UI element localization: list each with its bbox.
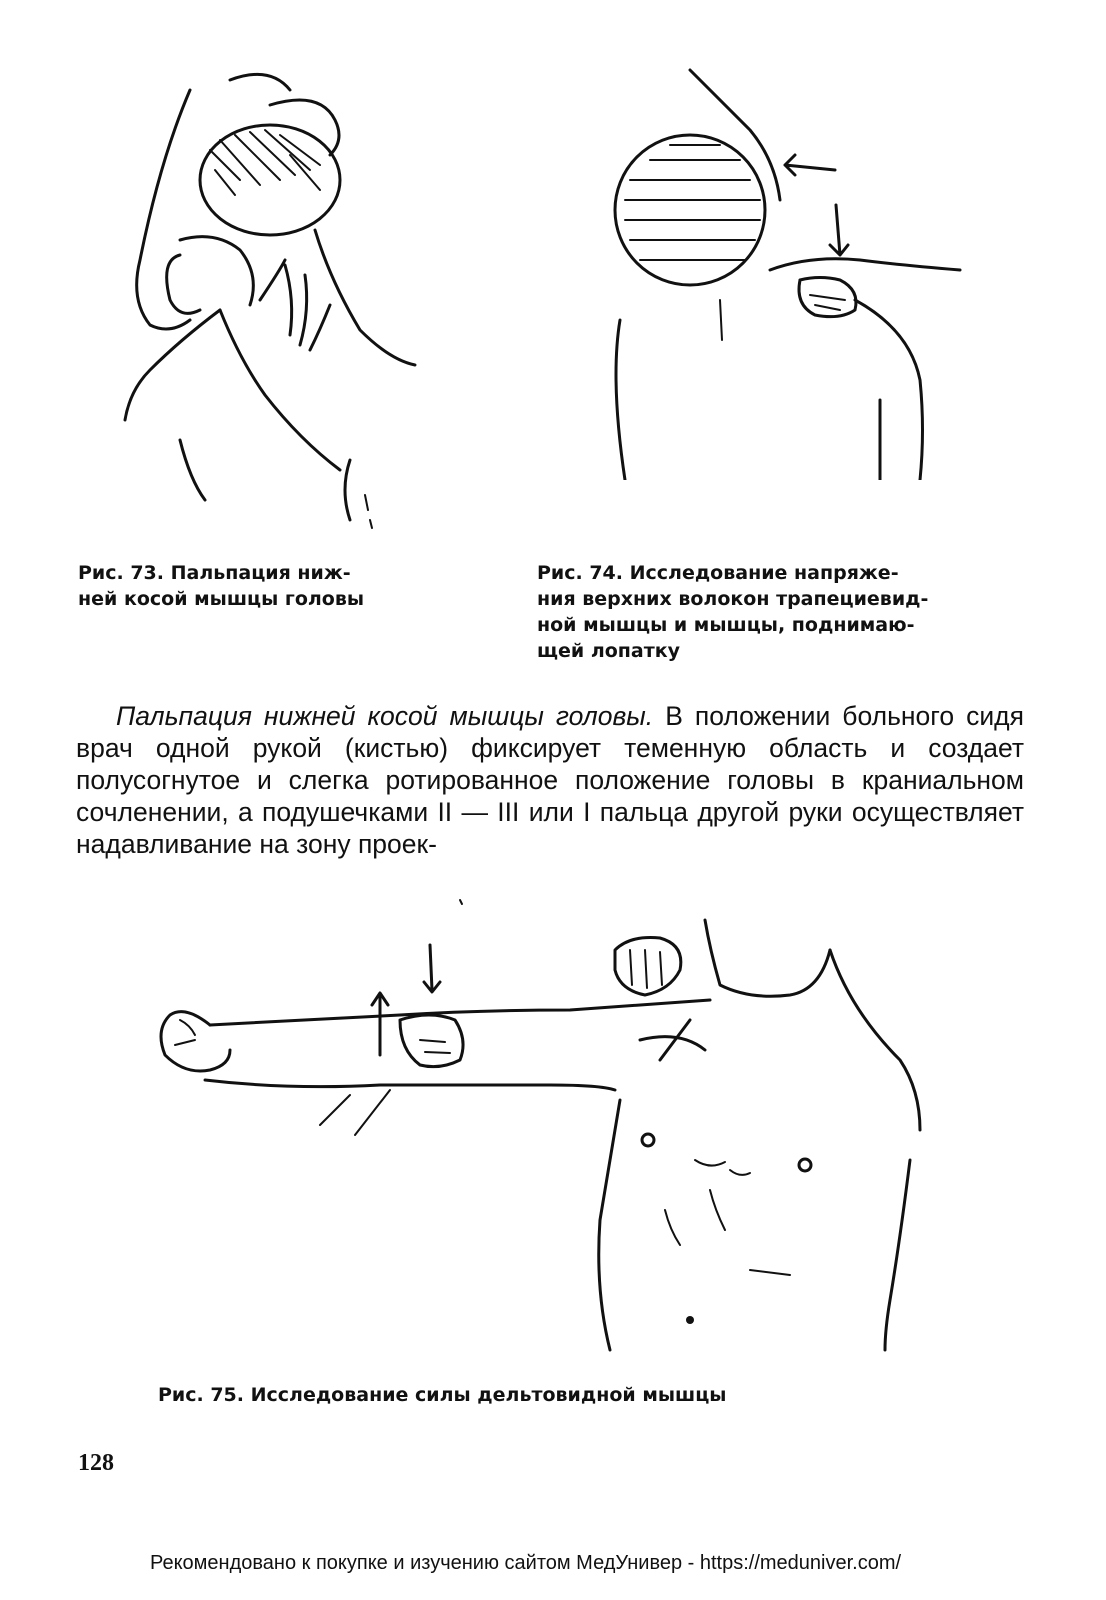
figure-73-caption-line-1: Рис. 73. Пальпация ниж- bbox=[78, 562, 351, 584]
figure-75-illustration bbox=[150, 890, 930, 1360]
page-number: 128 bbox=[78, 1450, 114, 1476]
figure-74-caption bbox=[537, 560, 1007, 664]
figure-75-caption-line-1: Рис. 75. Исследование силы дельтовидной мышцы bbox=[158, 1384, 727, 1406]
figure-74-caption-line-1: Рис. 74. Исследование напряже- bbox=[537, 562, 899, 584]
body-paragraph bbox=[76, 700, 1024, 860]
figure-73-caption bbox=[78, 560, 438, 612]
figure-73-caption-line-2: ней косой мышцы головы bbox=[78, 588, 365, 610]
paragraph-text: В положении больного сидя врач одной рукой (кистью) фиксирует теменную область и создает полусогнутое и слегка ротированное положение головы в краниальном сочленении, а подушечками II — III или I пальца другой руки осуществляет надавливание на зону проек- bbox=[76, 701, 1024, 859]
figure-74-caption-line-4: щей лопатку bbox=[537, 640, 681, 662]
figure-73-illustration bbox=[120, 60, 420, 530]
paragraph-lead-italic: Пальпация нижней косой мышцы головы. bbox=[116, 701, 654, 731]
figure-74-caption-line-3: ной мышцы и мышцы, поднимаю- bbox=[537, 614, 915, 636]
figure-74-illustration bbox=[600, 60, 980, 480]
footer-recommendation: Рекомендовано к покупке и изучению сайтом МедУнивер - https://meduniver.com/ bbox=[150, 1552, 902, 1574]
figure-75-caption bbox=[158, 1382, 958, 1408]
figure-74-caption-line-2: ния верхних волокон трапециевид- bbox=[537, 588, 929, 610]
